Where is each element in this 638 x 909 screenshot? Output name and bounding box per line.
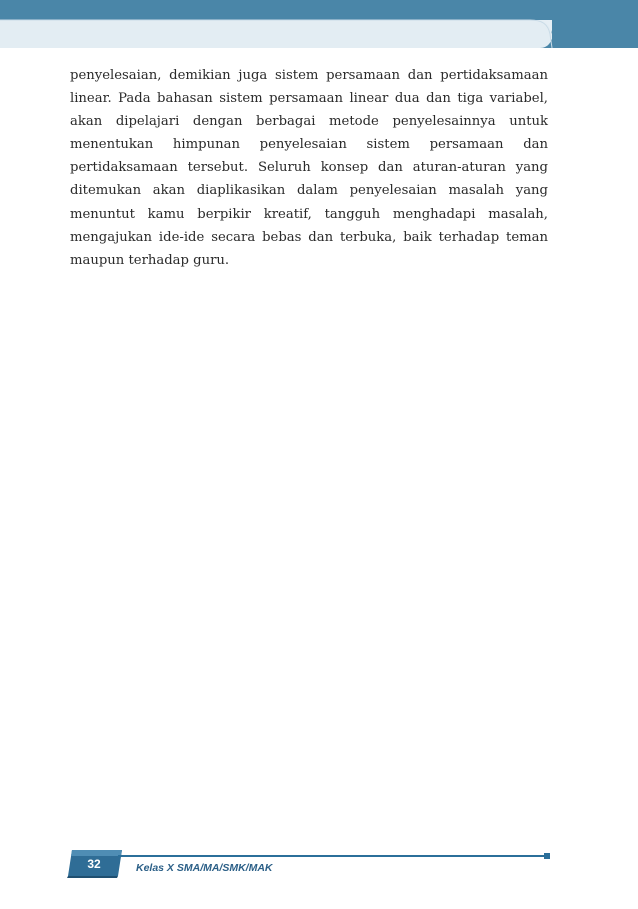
- footer-book-title: Kelas X SMA/MA/SMK/MAK: [136, 862, 273, 874]
- footer-rule: [118, 855, 544, 857]
- paragraph-text: penyelesaian, demikian juga sistem persamaan dan pertidaksamaan linear. Pada bahasan sistem persamaan linear dua dan tiga variabel, akan dipelajari dengan berbagai metode penyelesainnya untuk menentukan himpunan penyelesaian sistem persamaan dan pertidaksamaan tersebut. Seluruh konsep dan aturan-aturan yang ditemukan akan diaplikasikan dalam penyelesaian masalah yang menuntut kamu berpikir kreatif, tangguh menghadapi masalah, mengajukan ide-ide secara bebas dan terbuka, baik terhadap teman maupun terhadap guru.: [70, 68, 548, 268]
- page-number: 32: [87, 857, 101, 871]
- body-paragraph: [70, 64, 548, 272]
- header-decoration: [0, 0, 638, 62]
- header-band: [0, 0, 638, 62]
- footer-rule-end-marker: [544, 853, 550, 859]
